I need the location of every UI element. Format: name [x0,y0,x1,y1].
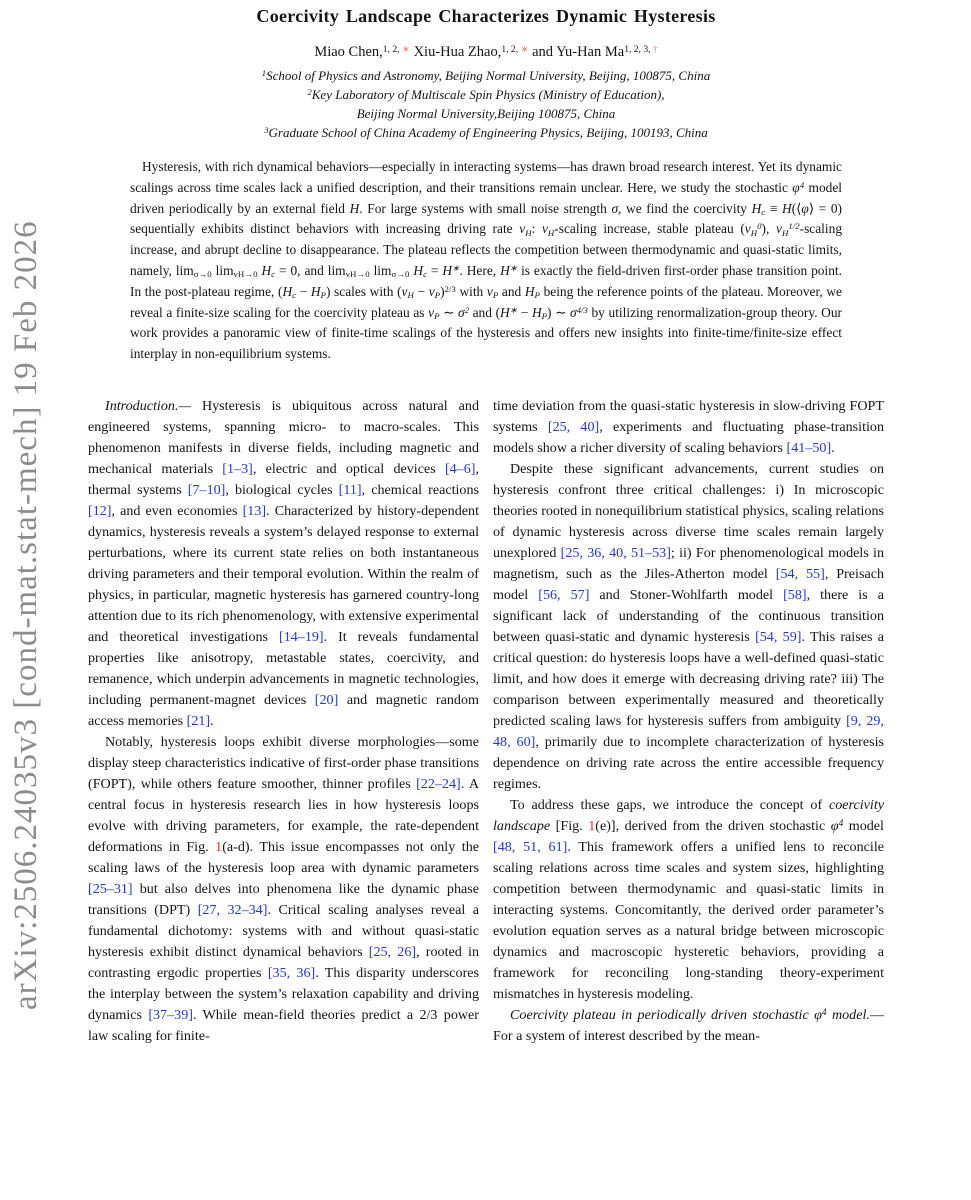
text-span: , experiments and fluctuating phase-transition models show a richer diversity of scaling behaviors [493,418,884,456]
citation-link[interactable]: [13] [242,502,267,519]
column-left [88,396,479,1047]
text-span: by utilizing renormalization-group theory. Our work provides a panoramic view of finite-time scalings of the hysteresis and offers new insights into finite-time/finite-size effect interplay in non-equilibrium systems. [130,304,842,362]
text-span: —For a system of interest described by the mean- [493,1006,884,1044]
text-span: vH→0 [345,269,370,280]
text-span: $v_P$ [428,283,441,301]
text-span: model. [831,1006,870,1023]
text-span: $H_P$ [531,304,548,322]
citation-link[interactable]: [12] [88,502,112,519]
text-span: H [782,200,792,216]
text-span: $H_c$ [261,262,276,280]
paragraph [493,795,884,1005]
text-span: $v_H$ [401,283,414,301]
citation-link[interactable]: [14–19] [279,628,324,645]
text-span: $H_c$ [751,200,766,218]
text-span: $v_H^0$ [744,221,762,238]
text-span: $\varphi^4$ [830,817,844,834]
figure-ref-link[interactable]: 1 [588,817,596,834]
text-span: coercivity landscape [493,796,884,834]
citation-link[interactable]: [20] [314,691,339,708]
text-span: , Preisach model [493,565,885,603]
text-span: ) scales with ( [325,283,402,299]
text-span: . [831,439,835,456]
text-span: )$^{2/3}$ [440,283,456,299]
text-span: is exactly the field-driven first-order phase transition point. In the post-plateau regime, ( [130,262,842,299]
citation-link[interactable]: [54, 55] [775,565,825,582]
affiliation-line [88,104,884,123]
citation-link[interactable]: [22–24] [416,775,461,792]
text-span: but also delves into phenomena like the dynamic phase transitions (DPT) [88,880,479,918]
text-span: , we find the coercivity [618,200,752,216]
text-span: . This raises a critical question: do hysteresis loops have a well-defined quasi-static limit, and how does it emerge with decreasing driving rate? iii) The comparison between experimentally measured and theoretically predicted scaling laws for hysteresis suffers from ambiguity [493,628,884,729]
text-span: lim [369,262,392,278]
text-span: . While mean-field theories predict a 2/3 power law scaling for finite- [88,1006,479,1044]
citation-link[interactable]: [56, 57] [538,586,590,603]
text-span: and magnetic random access memories [88,691,479,729]
text-span: . It reveals fundamental properties like anisotropy, metastable states, coercivity, and remanence, which underpin advancements in magnetic technologies, including permanent-magnet devices [88,628,479,708]
text-span: $v_H^{1/2}$ [776,221,800,238]
two-column-body [88,396,884,1047]
citation-link[interactable]: [9, 29, 48, 60] [493,712,885,750]
text-span: − [296,283,311,299]
citation-link[interactable]: [27, 32–34] [197,901,268,918]
text-span: -scaling increase, and abrupt decline to disappearance. The plateau reflects the competition between thermodynamic and quasi-static limits, namely, lim [130,221,843,278]
text-span: σ→0 [193,269,212,280]
footnote-mark[interactable]: † [652,43,658,55]
text-span: . A central focus in hysteresis research lies in how hysteresis loops evolve with driving parameters, for example, the rate-dependent deformations in Fig. [88,775,479,855]
text-span: , and even economies [111,502,243,519]
affiliation-line [88,66,884,85]
text-span: H∗ [500,262,518,278]
footnote-mark[interactable]: ∗ [520,43,529,55]
paper-title: Coercivity Landscape Characterizes Dynamic Hysteresis [256,6,716,26]
paper-content [88,0,884,1047]
text-span: : [531,221,542,237]
text-span: [Fig. [550,817,589,834]
text-span: Hysteresis is ubiquitous across natural and engineered systems, spanning micro- to macro-scales. This phenomenon manifests in diverse fields, including magnetic and mechanical materials [88,397,479,477]
text-span: , chemical reactions [361,481,479,498]
citation-link[interactable]: [58] [783,586,807,603]
text-span: ), [761,221,776,237]
text-span: $H_c$ [413,262,427,280]
text-span: . [210,712,214,729]
citation-link[interactable]: [54, 59] [755,628,802,645]
text-span: Despite these significant advancements, current studies on hysteresis confront three critical challenges: i) In microscopic theories rooted in nonequilibrium statistical physics, scaling relations of dynamic hysteresis across diverse time scales remain largely unexplored [493,460,884,561]
paragraph [493,396,884,459]
text-span: vH→0 [233,269,258,280]
text-span: (a-d). This issue encompasses not only the scaling laws of the hysteresis loop area with dynamic parameters [88,838,479,876]
text-span: $\varphi^4$ [792,179,805,195]
citation-link[interactable]: [25, 26] [368,943,417,960]
text-span: Beijing Normal University,Beijing 100875, China [356,106,616,121]
text-span: and [498,283,525,299]
text-span: model driven periodically by an external field [130,179,842,216]
affiliation-line [88,123,884,142]
text-span: $\varphi^4$ [814,1006,827,1023]
text-span: . Here, [459,262,501,278]
paragraph [88,732,479,1047]
text-span: , thermal systems [88,460,479,498]
paragraph [493,459,884,795]
affiliation-line [88,85,884,104]
text-span: Graduate School of China Academy of Engineering Physics, Beijing, 100193, China [268,125,708,140]
citation-link[interactable]: [35, 36] [267,964,316,981]
affiliations-block [88,66,884,142]
text-span: 1 [261,68,267,79]
text-span: ≡ [765,200,783,216]
text-span: and Stoner-Wohlfarth model [589,586,784,603]
text-span: H∗ [442,262,460,278]
text-span: $\sigma^{4/3}$ [569,304,588,320]
figure-ref-link[interactable]: 1 [215,838,223,855]
text-span: = 0, and lim [275,262,346,278]
text-span: with [455,283,487,299]
text-span: − [413,283,429,299]
text-span: Coercivity plateau in periodically driven stochastic [510,1006,815,1023]
citation-link[interactable]: [25, 36, 40, 51–53] [560,544,671,561]
text-span: $v_P$ [428,304,440,322]
footnote-mark[interactable]: ∗ [401,43,410,55]
text-span: , biological cycles [225,481,339,498]
text-span: ) ∼ [547,304,570,320]
text-span: σ→0 [391,269,410,280]
text-span: Key Laboratory of Multiscale Spin Physics (Ministry of Education), [311,87,665,102]
citation-link[interactable]: [37–39] [148,1006,193,1023]
text-span: To address these gaps, we introduce the concept of [510,796,829,813]
citation-link[interactable]: [4–6] [444,460,476,477]
text-span: σ [611,200,619,216]
text-span: $H_c$ [282,283,297,301]
text-span: $v_P$ [486,283,499,301]
text-span: H [349,200,360,216]
author-line [88,44,884,61]
column-right [493,396,884,1047]
abstract-text [130,157,842,365]
text-span: − [517,304,532,320]
citation-link[interactable]: [25, 40] [547,418,600,435]
text-span: . Critical scaling analyses reveal a fundamental dichotomy: systems with and without quasi-static hysteresis exhibit distinct dynamical behaviors [88,901,479,960]
text-span: time deviation from the quasi-static hysteresis in slow-driving FOPT systems [493,397,884,435]
citation-link[interactable]: [1–3] [222,460,253,477]
text-span: Miao Chen,$^{1, 2,}$ [314,43,402,60]
text-span: Notably, hysteresis loops exhibit diverse morphologies—some display steep characteristics indicative of first-order phase transitions (FOPT), while others feature smoother, thinner profiles [88,733,479,792]
text-span: -scaling increase, stable plateau ( [554,221,745,237]
citation-link[interactable]: [7–10] [187,481,226,498]
text-span: ⟩ = 0) sequentially exhibits distinct behaviors with increasing driving rate [130,200,842,237]
text-span: Xiu-Hua Zhao,$^{1, 2,}$ [409,43,521,60]
paragraph [88,396,479,732]
text-span: (⟨ [791,200,802,216]
text-span: , primarily due to incomplete characterization of hysteresis dependence on driving rate across the entire accessible frequency regimes. [493,733,884,792]
text-span: 2 [307,87,312,98]
text-span: φ [801,200,809,216]
text-span: and Yu-Han $Ma^{1, 2, 3,}$ [528,43,653,60]
text-span: , rooted in contrasting ergodic properties [88,943,479,981]
text-span: 3 [264,125,269,136]
citation-link[interactable]: [25–31] [88,880,133,897]
text-span: Hysteresis, with rich dynamical behaviors—especially in interacting systems—has drawn broad research interest. Yet its dynamic scalings across time scales lack a unified description, and their transitions remain unclear. Here, we study the stochastic [130,159,842,195]
text-span: model [843,817,884,834]
text-span: = [426,262,443,278]
text-span: and ( [468,304,501,320]
text-span: ∼ [439,304,458,320]
text-span: lim [211,262,234,278]
text-span: being the reference points of the plateau. Moreover, we reveal a finite-size scaling for the coercivity plateau as [130,283,842,320]
arxiv-stamp: arXiv:2506.24035v3 [cond-mat.stat-mech] 19 Feb 2026 [8,220,44,1010]
text-span: . This framework offers a unified lens to reconcile scaling relations across time scales and system sizes, highlighting competition between thermodynamic and quasi-static limits in interacting systems. Concomitantly, the derived order parameter’s evolution equation serves as a natural bridge between microscopic dynamics and macroscopic hysteretic behaviors, providing a framework for reconciling long-standing theory-experiment mismatches in hysteresis modeling. [493,838,884,1002]
text-span: $v_H$ [519,221,532,238]
text-span: $H_P$ [310,283,326,301]
paragraph [493,1005,884,1047]
text-span: . This disparity underscores the interplay between the system’s relaxation capability and driving dynamics [88,964,480,1023]
text-span: $\sigma^2$ [457,304,469,320]
text-span: $v_H$ [541,221,555,238]
citation-link[interactable]: [21] [186,712,211,729]
text-span: $H_P$ [524,283,540,301]
text-span: ; ii) For phenomenological models in magnetism, such as the Jiles-Atherton model [493,544,885,582]
citation-link[interactable]: [41–50] [786,439,832,456]
text-span: School of Physics and Astronomy, Beijing Normal University, Beijing, 100875, China [266,68,711,83]
text-span: Introduction.— [105,397,191,414]
text-span: , electric and optical devices [252,460,445,477]
citation-link[interactable]: [11] [338,481,362,498]
text-span: . Characterized by history-dependent dynamics, hysteresis reveals a system’s delayed response to external perturbations, where its current state relies on both instantaneous driving parameters and their temporal evolution. Within the realm of physics, in particular, magnetic hysteresis has garnered country-long attention due to its rich phenomenology, with extensive experimental and theoretical investigations [88,502,479,645]
abstract [130,157,842,365]
text-span: (e)], derived from the driven stochastic [595,817,831,834]
text-span: , there is a significant lack of understanding of the continuous transition between quasi-static and dynamic hysteresis [493,586,884,645]
citation-link[interactable]: [48, 51, 61] [493,838,568,855]
text-span: H∗ [500,304,518,320]
text-span: . For large systems with small noise strength [359,200,612,216]
